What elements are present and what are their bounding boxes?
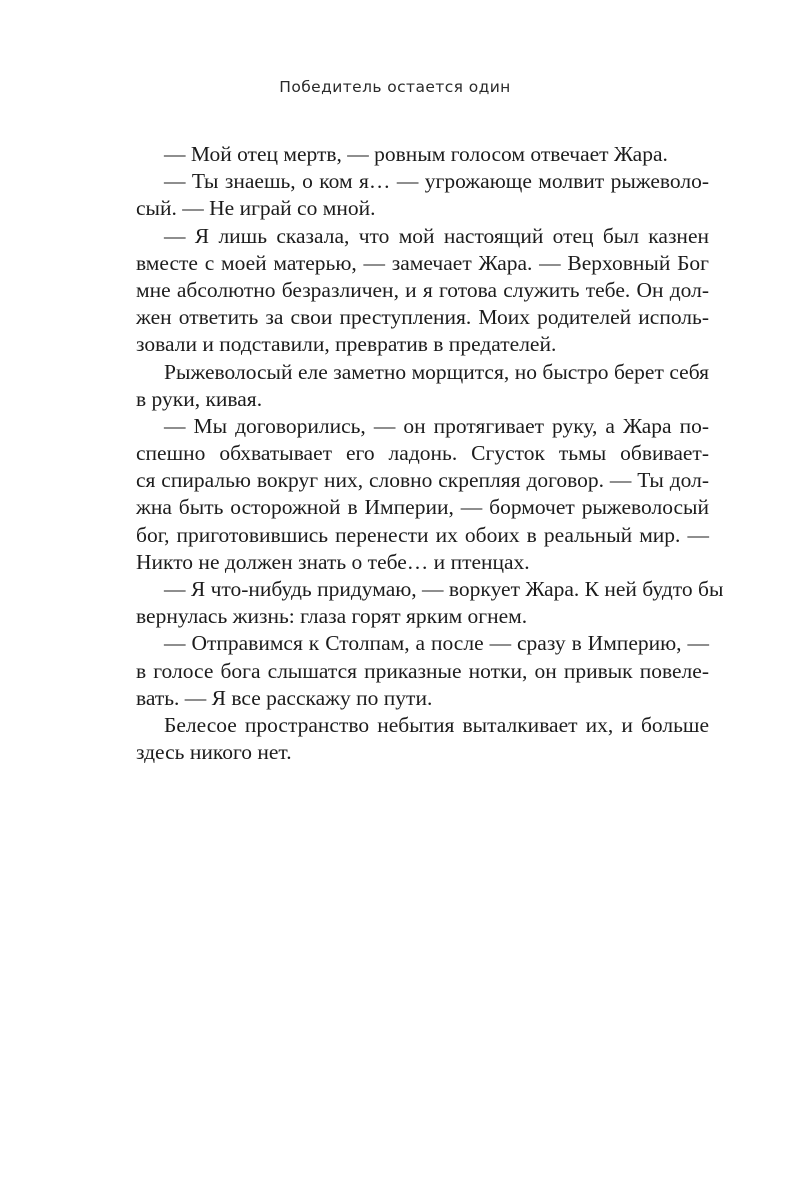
paragraph	[136, 712, 709, 766]
paragraph	[136, 223, 709, 359]
text-line: жна быть осторожной в Империи, — бормочет рыжеволосый	[136, 495, 709, 520]
paragraph	[136, 168, 709, 222]
paragraph	[136, 413, 709, 576]
text-line: — Мы договорились, — он протягивает руку, а Жара по-	[164, 413, 709, 438]
text-line: здесь никого нет.	[136, 740, 292, 765]
text-line: мне абсолютно безразличен, и я готова служить тебе. Он дол-	[136, 277, 709, 302]
text-line: бог, приготовившись перенести их обоих в реальный мир. —	[136, 522, 709, 547]
text-line: — Я что-нибудь придумаю, — воркует Жара. К ней будто бы	[164, 577, 724, 601]
paragraph	[136, 141, 709, 168]
running-header: Победитель остается один	[279, 78, 511, 96]
text-line: вместе с моей матерью, — замечает Жара. — Верховный Бог	[136, 250, 709, 275]
text-line: в голосе бога слышатся приказные нотки, он привык повеле-	[136, 658, 709, 683]
text-line: Белесое пространство небытия выталкивает их, и больше	[164, 712, 709, 737]
text-line: спешно обхватывает его ладонь. Сгусток тьмы обвивает-	[136, 441, 709, 466]
text-line: жен ответить за свои преступления. Моих родителей исполь-	[136, 305, 709, 330]
text-line: в руки, кивая.	[136, 386, 263, 411]
text-line: — Ты знаешь, о ком я… — угрожающе молвит рыжеволо-	[164, 169, 709, 194]
text-line: — Я лишь сказала, что мой настоящий отец был казнен	[164, 223, 709, 248]
text-line: ся спиралью вокруг них, словно скрепляя договор. — Ты дол-	[136, 468, 709, 493]
text-line: — Мой отец мертв, — ровным голосом отвечает Жара.	[164, 142, 668, 166]
text-line: зовали и подставили, превратив в предателей.	[136, 332, 557, 357]
text-line: сый. — Не играй со мной.	[136, 196, 376, 221]
text-line: Никто не должен знать о тебе… и птенцах.	[136, 549, 530, 574]
text-line: — Отправимся к Столпам, а после — сразу в Империю, —	[164, 631, 709, 656]
paragraph	[136, 359, 709, 413]
paragraph	[136, 630, 709, 712]
paragraph	[136, 576, 724, 630]
text-line: Рыжеволосый еле заметно морщится, но быстро берет себя	[164, 359, 709, 384]
text-line: вернулась жизнь: глаза горят ярким огнем.	[136, 604, 528, 629]
text-line: вать. — Я все расскажу по пути.	[136, 685, 433, 710]
body-text	[136, 141, 724, 766]
